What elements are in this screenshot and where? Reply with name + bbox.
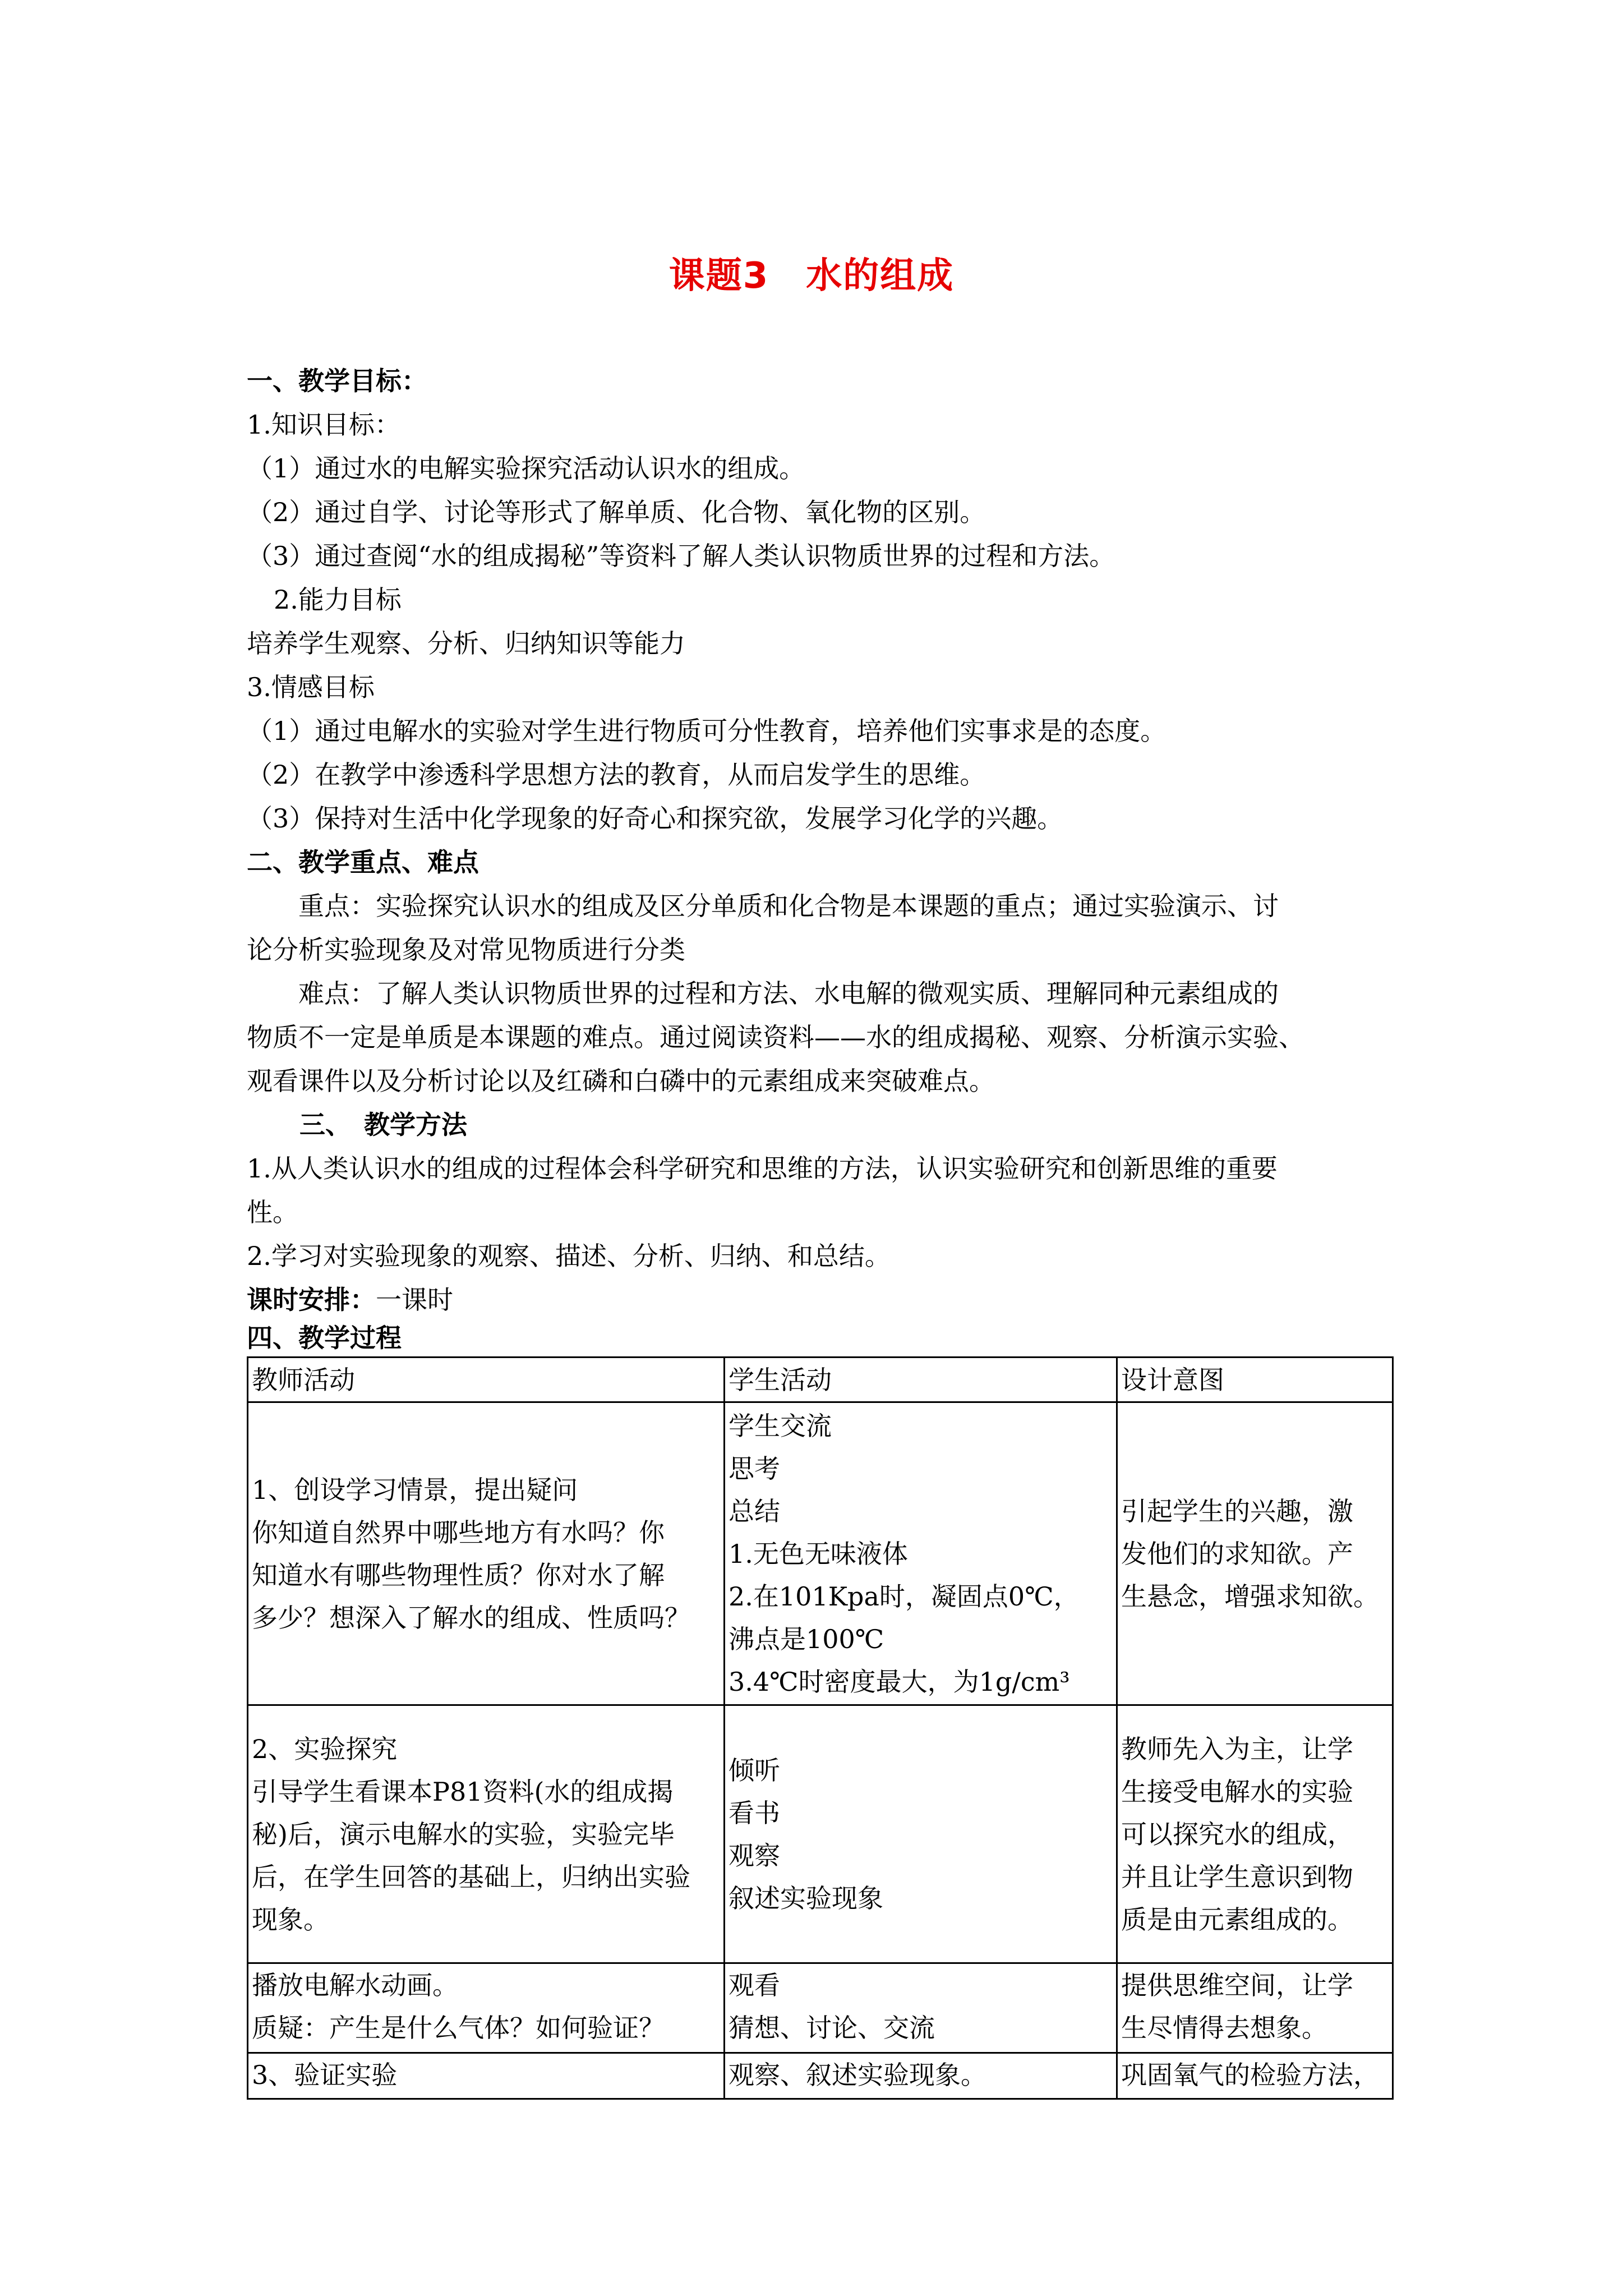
- cell-line: 质疑：产生是什么气体？如何验证？: [252, 2013, 665, 2043]
- cell-line: 引起学生的兴趣，激: [1121, 1496, 1353, 1526]
- cell-line: 后，在学生回答的基础上，归纳出实验: [252, 1861, 690, 1892]
- cell-line: 2、实验探究: [252, 1733, 398, 1764]
- cell-line: 1、创设学习情景，提出疑问: [252, 1474, 578, 1505]
- cell-line: 生尽情得去想象。: [1121, 2013, 1327, 2043]
- design-intent-cell: [1117, 1963, 1393, 2053]
- cell-line: 发他们的求知欲。产: [1121, 1538, 1353, 1569]
- student-activity-cell: [725, 1402, 1117, 1705]
- section-heading-key-points: 二、教学重点、难点: [247, 847, 479, 877]
- cell-line: 秘)后，演示电解水的实验，实验完毕: [252, 1819, 675, 1849]
- section-heading-process: 四、教学过程: [247, 1323, 402, 1353]
- table-header-row: [248, 1358, 1393, 1402]
- table-row: [248, 1963, 1393, 2053]
- cell-line: 学生交流: [728, 1410, 832, 1441]
- teaching-process-table: [247, 1356, 1394, 2100]
- cell-line: 沸点是100℃: [728, 1623, 884, 1654]
- design-intent-cell: [1117, 2053, 1393, 2099]
- student-activity-cell: [725, 2053, 1117, 2099]
- cell-line: 猜想、讨论、交流: [728, 2013, 935, 2043]
- ability-goal-heading: 2.能力目标: [274, 585, 402, 615]
- design-intent-cell: [1117, 1705, 1393, 1963]
- schedule-label: 课时安排：: [247, 1285, 376, 1315]
- ability-goal-text: 培养学生观察、分析、归纳知识等能力: [247, 628, 685, 659]
- difficulty-line-3: 观看课件以及分析讨论以及红磷和白磷中的元素组成来突破难点。: [247, 1066, 995, 1096]
- teacher-activity-cell: [248, 1402, 725, 1705]
- difficulty-line-2: 物质不一定是单质是本课题的难点。通过阅读资料——水的组成揭秘、观察、分析演示实验、: [247, 1022, 1304, 1052]
- student-activity-cell: [725, 1705, 1117, 1963]
- cell-line: 总结: [728, 1496, 780, 1526]
- method-2: 2.学习对实验现象的观察、描述、分析、归纳、和总结。: [247, 1241, 891, 1271]
- cell-line: 多少？想深入了解水的组成、性质吗？: [252, 1602, 690, 1633]
- cell-line: 观看: [728, 1970, 780, 2000]
- method-1-line-1: 1.从人类认识水的组成的过程体会科学研究和思维的方法，认识实验研究和创新思维的重要: [247, 1153, 1278, 1184]
- cell-line: 观察、叙述实验现象。: [728, 2060, 986, 2090]
- emotion-goal-heading: 3.情感目标: [247, 672, 375, 702]
- cell-line: 知道水有哪些物理性质？你对水了解: [252, 1559, 665, 1590]
- cell-line: 你知道自然界中哪些地方有水吗？你: [252, 1517, 665, 1548]
- teacher-activity-cell: [248, 2053, 725, 2099]
- section-heading-methods: 三、 教学方法: [299, 1110, 467, 1140]
- cell-line: 倾听: [728, 1755, 780, 1786]
- cell-line: 叙述实验现象: [728, 1883, 883, 1913]
- cell-line: 观察: [728, 1840, 780, 1871]
- cell-line: 提供思维空间，让学: [1121, 1970, 1353, 2000]
- table-row: [248, 1705, 1393, 1963]
- cell-line: 可以探究水的组成，: [1121, 1819, 1353, 1849]
- header-student-activity: 学生活动: [725, 1358, 1117, 1402]
- cell-line: 引导学生看课本P81资料(水的组成揭: [252, 1776, 674, 1807]
- teacher-activity-cell: [248, 1963, 725, 2053]
- cell-line: 质是由元素组成的。: [1121, 1904, 1353, 1935]
- teacher-activity-cell: [248, 1705, 725, 1963]
- cell-line: 生接受电解水的实验: [1121, 1776, 1353, 1807]
- cell-line: 2.在101Kpa时，凝固点0℃，: [728, 1581, 1080, 1612]
- table-row: [248, 2053, 1393, 2099]
- cell-line: 思考: [728, 1453, 780, 1484]
- cell-line: 看书: [728, 1797, 780, 1828]
- knowledge-goal-heading: 1.知识目标：: [247, 409, 400, 440]
- emotion-goal-1: （1）通过电解水的实验对学生进行物质可分性教育，培养他们实事求是的态度。: [247, 716, 1166, 746]
- header-design-intent: 设计意图: [1117, 1358, 1393, 1402]
- cell-line: 1.无色无味液体: [728, 1538, 908, 1569]
- schedule-value: 一课时: [376, 1285, 453, 1315]
- knowledge-goal-1: （1）通过水的电解实验探究活动认识水的组成。: [247, 453, 805, 484]
- cell-line: 生悬念，增强求知欲。: [1121, 1581, 1379, 1612]
- page-title: 课题3 水的组成: [668, 255, 955, 297]
- schedule-line: [247, 1278, 453, 1322]
- knowledge-goal-3: （3）通过查阅“水的组成揭秘”等资料了解人类认识物质世界的过程和方法。: [247, 541, 1115, 571]
- header-teacher-activity: 教师活动: [248, 1358, 725, 1402]
- cell-line: 3.4℃时密度最大，为1g/cm³: [728, 1666, 1070, 1697]
- cell-line: 巩固氧气的检验方法，: [1121, 2060, 1379, 2090]
- method-1-line-2: 性。: [247, 1197, 298, 1227]
- cell-line: 并且让学生意识到物: [1121, 1861, 1353, 1892]
- student-activity-cell: [725, 1963, 1117, 2053]
- key-point-line-2: 论分析实验现象及对常见物质进行分类: [247, 935, 685, 965]
- knowledge-goal-2: （2）通过自学、讨论等形式了解单质、化合物、氧化物的区别。: [247, 497, 986, 527]
- cell-line: 现象。: [252, 1904, 329, 1935]
- difficulty-line-1: 难点：了解人类认识物质世界的过程和方法、水电解的微观实质、理解同种元素组成的: [298, 978, 1279, 1009]
- emotion-goal-2: （2）在教学中渗透科学思想方法的教育，从而启发学生的思维。: [247, 760, 986, 790]
- cell-line: 教师先入为主，让学: [1121, 1733, 1353, 1764]
- section-heading-objectives: 一、教学目标：: [247, 366, 427, 396]
- key-point-line-1: 重点：实验探究认识水的组成及区分单质和化合物是本课题的重点；通过实验演示、讨: [298, 891, 1279, 921]
- cell-line: 3、验证实验: [252, 2060, 398, 2090]
- emotion-goal-3: （3）保持对生活中化学现象的好奇心和探究欲，发展学习化学的兴趣。: [247, 803, 1063, 834]
- design-intent-cell: [1117, 1402, 1393, 1705]
- table-row: [248, 1402, 1393, 1705]
- cell-line: 播放电解水动画。: [252, 1970, 458, 2000]
